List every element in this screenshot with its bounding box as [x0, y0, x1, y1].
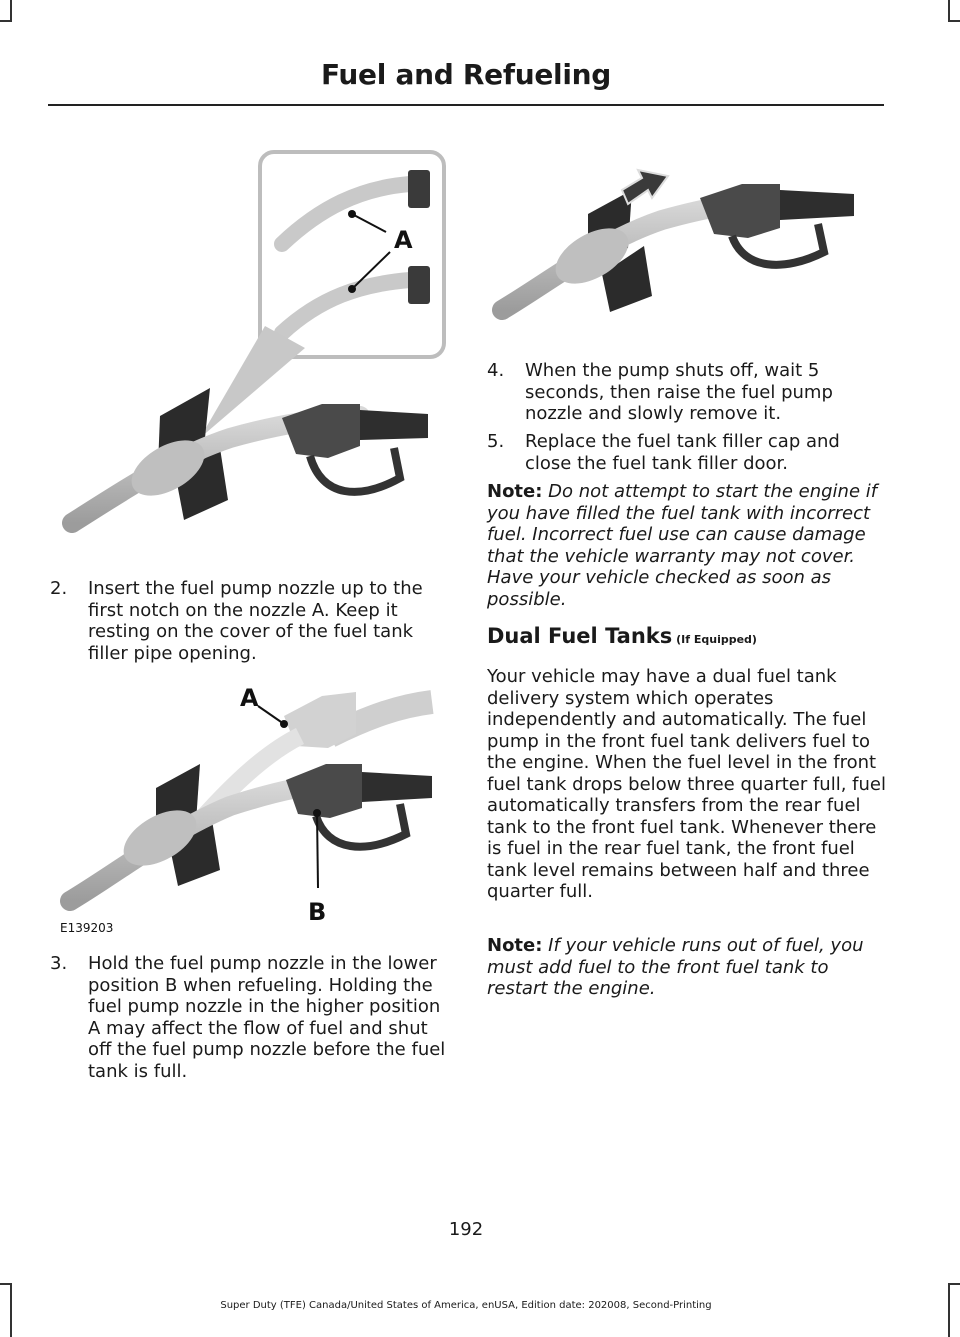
up-arrow-icon	[622, 170, 668, 204]
section-qualifier: (If Equipped)	[672, 633, 757, 646]
step-5	[487, 431, 887, 474]
step-text: Replace the fuel tank filler cap and close the fuel tank filler door.	[525, 431, 840, 474]
nozzle-handle	[286, 764, 362, 818]
figure-nozzle-remove	[492, 150, 882, 335]
section-title: Dual Fuel Tanks	[487, 624, 673, 648]
step-number: 3.	[50, 953, 68, 974]
section-heading	[487, 624, 887, 648]
section-body: Your vehicle may have a dual fuel tank delivery system which operates independently and automatically. The fuel pump in the front fuel tank delivers fuel to the engine. When the fuel level in the front fuel tank drops below three quarter full, fuel automatically transfers from the rear fuel tank to the front fuel tank. Whenever there is fuel in the rear fuel tank, the front fuel tank level remains between half and three quarter full.	[487, 666, 886, 902]
crop-mark	[948, 1283, 960, 1285]
page-number: 192	[448, 1219, 484, 1240]
step-text: Insert the fuel pump nozzle up to the first notch on the nozzle A. Keep it resting on the cover of the fuel tank filler pipe opening.	[88, 578, 423, 664]
callout-a: A	[240, 684, 259, 712]
step-3	[50, 953, 450, 1082]
page-footer: Super Duty (TFE) Canada/United States of America, enUSA, Edition date: 202008, Second-Printing	[220, 1300, 712, 1311]
note-label: Note:	[487, 935, 543, 956]
crop-mark	[948, 0, 950, 22]
step-number: 5.	[487, 431, 505, 452]
note-label: Note:	[487, 481, 543, 502]
note-out-of-fuel	[487, 935, 887, 1000]
crop-mark	[948, 20, 960, 22]
step-text: Hold the fuel pump nozzle in the lower position B when refueling. Holding the fuel pump nozzle in the higher position A may affect the flow of fuel and shut off the fuel pump nozzle before the fuel tank is full.	[88, 953, 446, 1082]
note-text: Do not attempt to start the engine if you have filled the fuel tank with incorrect fuel. Incorrect fuel use can cause damage that the vehicle warranty may not cover. Have your vehicle checked as soon as possible.	[487, 481, 878, 610]
page-title: Fuel and Refueling	[320, 58, 612, 91]
crop-mark	[0, 20, 12, 22]
step-text: When the pump shuts off, wait 5 seconds, then raise the fuel pump nozzle and slowly remove it.	[525, 360, 833, 424]
step-number: 4.	[487, 360, 505, 381]
crop-mark	[948, 1283, 950, 1337]
step-2	[50, 578, 450, 664]
note-incorrect-fuel	[487, 481, 887, 610]
figure-nozzle-positions	[60, 676, 450, 941]
callout-a: A	[394, 226, 413, 254]
header-divider	[48, 104, 884, 106]
note-text: If your vehicle runs out of fuel, you must add fuel to the front fuel tank to restart the engine.	[487, 935, 864, 999]
callout-b: B	[308, 898, 327, 926]
nozzle-handle	[700, 184, 780, 238]
step-4	[487, 360, 887, 425]
crop-mark	[0, 1283, 12, 1285]
figure-code: E139203	[60, 921, 114, 935]
crop-mark	[10, 0, 12, 22]
step-number: 2.	[50, 578, 68, 599]
figure-nozzle-notch	[60, 148, 450, 543]
nozzle-handle	[282, 404, 360, 458]
